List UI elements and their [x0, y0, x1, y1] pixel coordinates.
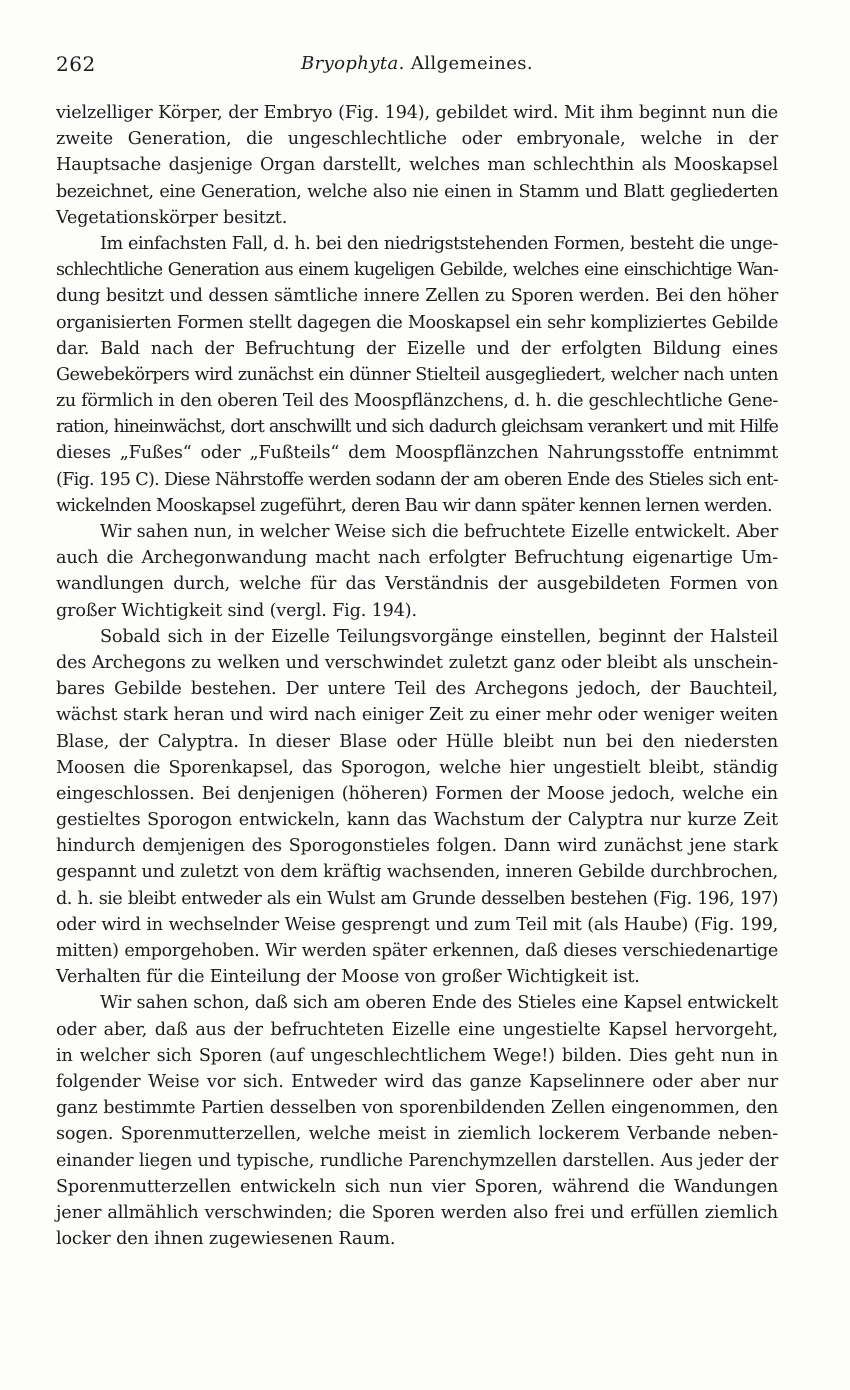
text-line: wickelnden Mooskapsel zugeführt, deren Bau wir dann später kennen lernen werden. — [56, 495, 772, 516]
text-line: locker den ihnen zugewiesenen Raum. — [56, 1229, 396, 1250]
text-line: Sporenmutterzellen entwickeln sich nun vier Sporen, während die Wandungen — [56, 1176, 778, 1197]
text-line: mitten) emporgehoben. Wir werden später erkennen, daß dieses verschiedenartige — [56, 941, 778, 961]
text-line: des Archegons zu welken und verschwindet zuletzt ganz oder bleibt als unschein- — [56, 652, 778, 673]
text-line: gestieltes Sporogon entwickeln, kann das Wachstum der Calyptra nur kurze Zeit — [56, 810, 778, 831]
text-line: einander liegen und typische, rundliche Parenchymzellen darstellen. Aus jeder der — [56, 1150, 778, 1171]
text-line: Wir sahen schon, daß sich am oberen Ende des Stieles eine Kapsel entwickelt — [100, 993, 778, 1014]
text-line: Gewebekörpers wird zunächst ein dünner Stielteil ausgegliedert, welcher nach unten — [56, 364, 778, 385]
text-line: hindurch demjenigen des Sporogonstieles folgen. Dann wird zunächst jene stark — [56, 836, 778, 857]
text-line: Vegetationskörper besitzt. — [56, 207, 288, 228]
text-line: oder wird in wechselnder Weise gesprengt und zum Teil mit (als Haube) (Fig. 199, — [56, 914, 778, 935]
text-line: Im einfachsten Fall, d. h. bei den niedrigststehenden Formen, besteht die unge- — [100, 233, 778, 254]
text-line: in welcher sich Sporen (auf ungeschlechtlichem Wege!) bilden. Dies geht nun in — [56, 1045, 778, 1066]
text-line: organisierten Formen stellt dagegen die Mooskapsel ein sehr kompliziertes Gebilde — [56, 312, 778, 333]
text-line: Wir sahen nun, in welcher Weise sich die befruchtete Eizelle entwickelt. Aber — [100, 522, 778, 542]
text-line: Hauptsache dasjenige Organ darstellt, welches man schlechthin als Mooskapsel — [56, 155, 778, 176]
text-line: dung besitzt und dessen sämtliche innere Zellen zu Sporen werden. Bei den höher — [56, 286, 778, 307]
text-line: zu förmlich in den oberen Teil des Moospflänzchens, d. h. die geschlechtliche Gene- — [56, 391, 778, 412]
text-line: auch die Archegonwandung macht nach erfolgter Befruchtung eigenartige Um- — [56, 548, 778, 569]
text-line: eingeschlossen. Bei denjenigen (höheren) Formen der Moose jedoch, welche ein — [56, 783, 778, 804]
text-line: Verhalten für die Einteilung der Moose von großer Wichtigkeit ist. — [56, 967, 640, 988]
page-number: 262 — [56, 52, 96, 76]
text-line: ganz bestimmte Partien desselben von sporenbildenden Zellen eingenommen, den — [56, 1098, 778, 1119]
running-title-section: Allgemeines. — [410, 53, 534, 74]
running-head — [56, 52, 778, 80]
running-title-taxon: Bryophyta. — [300, 53, 405, 74]
text-line: sogen. Sporenmutterzellen, welche meist in ziemlich lockerem Verbande neben- — [56, 1124, 778, 1145]
text-line: bares Gebilde bestehen. Der untere Teil des Archegons jedoch, der Bauchteil, — [56, 679, 778, 700]
text-line: (Fig. 195 C). Diese Nährstoffe werden sodann der am oberen Ende des Stieles sich ent- — [56, 469, 778, 490]
text-line: d. h. sie bleibt entweder als ein Wulst am Grunde desselben bestehen (Fig. 196, 197) — [56, 888, 778, 909]
text-line: gespannt und zuletzt von dem kräftig wachsenden, inneren Gebilde durchbrochen, — [56, 862, 778, 883]
text-line: Moosen die Sporenkapsel, das Sporogon, welche hier ungestielt bleibt, ständig — [56, 757, 778, 778]
text-line: zweite Generation, die ungeschlechtliche oder embryonale, welche in der — [56, 129, 778, 150]
text-line: folgender Weise vor sich. Entweder wird das ganze Kapselinnere oder aber nur — [56, 1071, 778, 1092]
text-line: Sobald sich in der Eizelle Teilungsvorgänge einstellen, beginnt der Halsteil — [100, 626, 778, 647]
text-line: oder aber, daß aus der befruchteten Eizelle eine ungestielte Kapsel hervorgeht, — [56, 1019, 778, 1040]
text-line: schlechtliche Generation aus einem kugeligen Gebilde, welches eine einschichtige Wan- — [56, 260, 778, 281]
body-text — [56, 100, 778, 1252]
running-title — [56, 53, 778, 74]
text-line: wächst stark heran und wird nach einiger Zeit zu einer mehr oder weniger weiten — [56, 705, 778, 726]
text-line: Blase, der Calyptra. In dieser Blase oder Hülle bleibt nun bei den niedersten — [56, 731, 778, 752]
text-line: vielzelliger Körper, der Embryo (Fig. 194), gebildet wird. Mit ihm beginnt nun die — [56, 103, 778, 123]
text-line: jener allmählich verschwinden; die Sporen werden also frei und erfüllen ziemlich — [56, 1202, 778, 1223]
text-line: ration, hineinwächst, dort anschwillt und sich dadurch gleichsam verankert und mit Hilfe — [56, 417, 778, 438]
text-line: großer Wichtigkeit sind (vergl. Fig. 194). — [56, 600, 417, 621]
text-line: dar. Bald nach der Befruchtung der Eizelle und der erfolgten Bildung eines — [56, 338, 778, 359]
text-line: dieses „Fußes“ oder „Fußteils“ dem Moospflänzchen Nahrungsstoffe entnimmt — [56, 443, 778, 464]
text-line: bezeichnet, eine Generation, welche also nie einen in Stamm und Blatt gegliederten — [56, 181, 778, 202]
text-line: wandlungen durch, welche für das Verständnis der ausgebildeten Formen von — [56, 574, 778, 595]
